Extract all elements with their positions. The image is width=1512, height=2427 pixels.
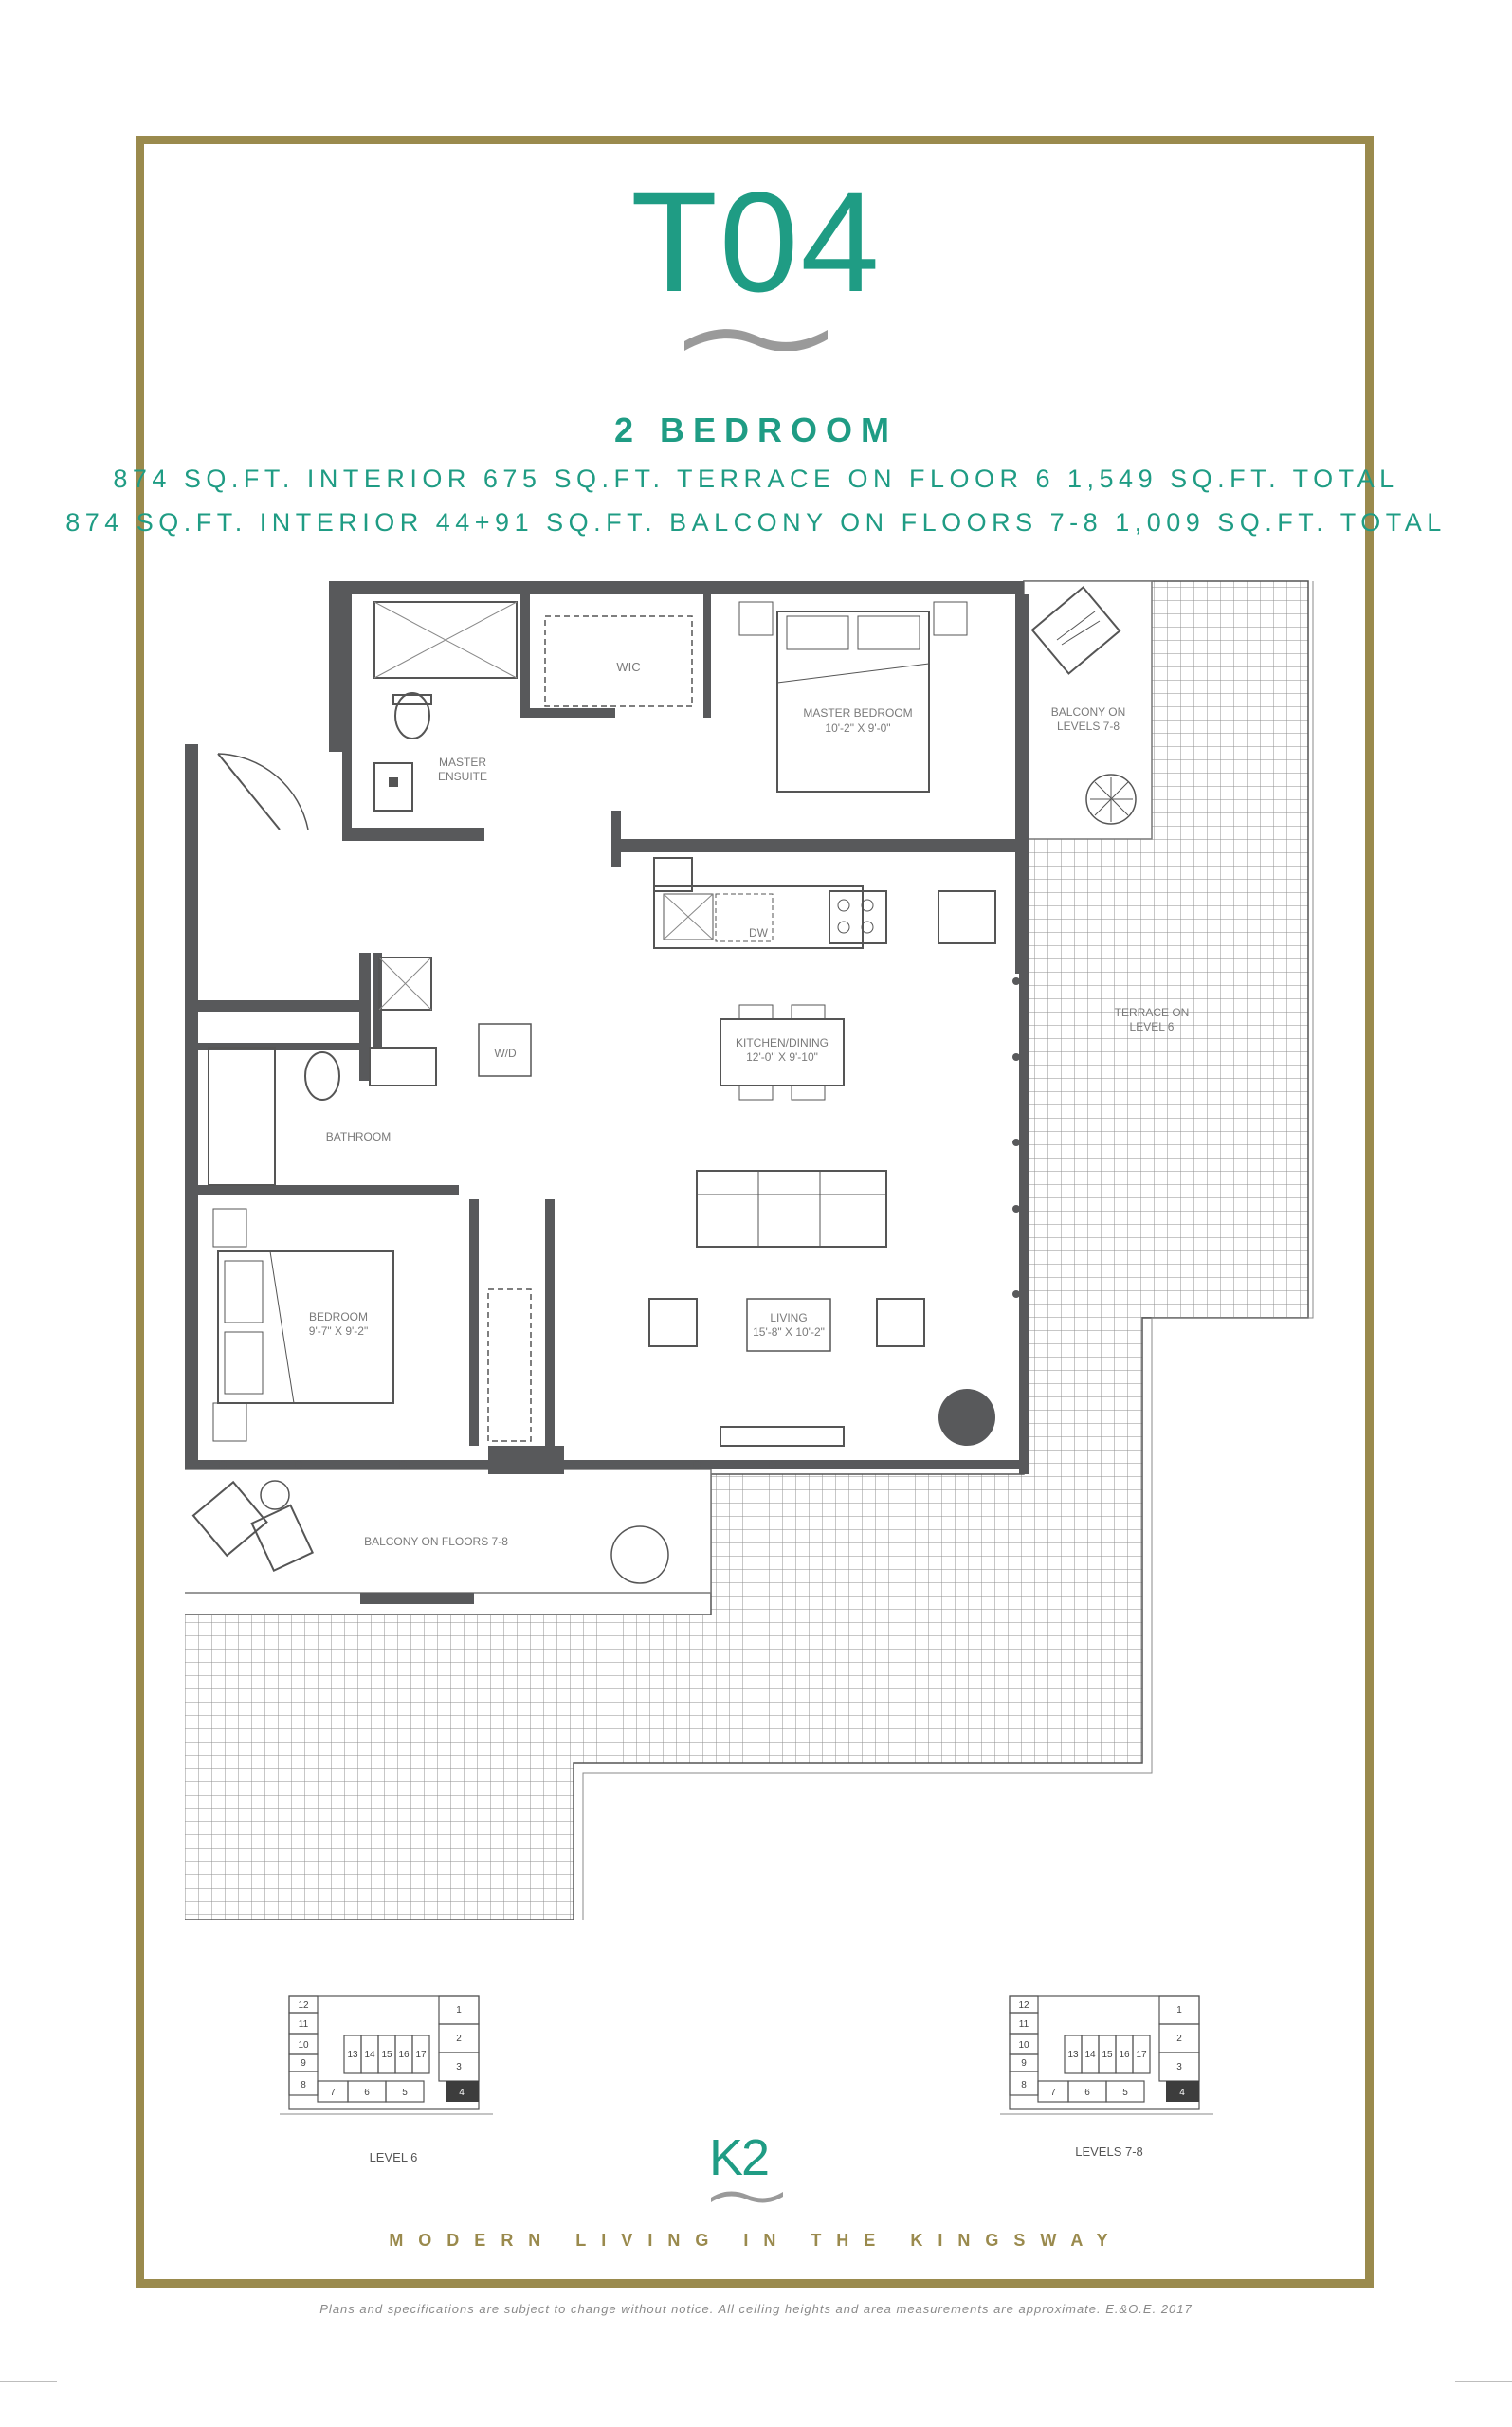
unit-type: 2 BEDROOM [613,411,899,449]
keyplan-unit-highlight: 4 [459,2088,465,2098]
keyplan-unit: 6 [1084,2088,1090,2098]
keyplan-unit: 8 [301,2080,306,2090]
label-master-ensuite-2: ENSUITE [437,770,488,783]
label-bedroom: BEDROOM [308,1310,369,1323]
wave-ornament [683,322,829,351]
keyplan-label-levels-7-8: LEVELS 7-8 [1075,2144,1143,2159]
keyplan-unit: 14 [1084,2050,1096,2060]
keyplan-unit: 5 [402,2088,408,2098]
keyplan-unit: 15 [1102,2050,1113,2060]
keyplan-unit: 12 [1018,2000,1029,2011]
label-living: LIVING [770,1311,808,1324]
keyplan-unit: 14 [364,2050,375,2060]
keyplan-unit: 8 [1021,2080,1027,2090]
k2-logo: K2 [709,2129,769,2186]
keyplan-unit: 16 [1119,2050,1130,2060]
keyplan-level-6 [280,1986,517,2138]
label-balcony-levels-2: LEVELS 7-8 [1056,720,1120,733]
keyplan-unit: 10 [298,2040,309,2051]
keyplan-unit: 11 [1018,2019,1029,2030]
label-kitchen-dining-dim: 12'-0" X 9'-10" [746,1050,818,1064]
spec-floor-6: 874 SQ.FT. INTERIOR 675 SQ.FT. TERRACE ON FLOOR 6 1,549 SQ.FT. TOTAL [113,465,1399,493]
keyplan-unit-highlight: 4 [1179,2088,1185,2098]
keyplan-unit: 12 [298,2000,309,2011]
keyplan-unit: 5 [1122,2088,1128,2098]
label-terrace-2: LEVEL 6 [1129,1020,1175,1033]
disclaimer: Plans and specifications are subject to change without notice. All ceiling heights and area measurements are approximate. E.&O.E. 2017 [319,2302,1193,2316]
label-terrace-1: TERRACE ON [1114,1006,1190,1019]
keyplan-unit: 9 [301,2058,306,2069]
label-bathroom: BATHROOM [325,1130,392,1143]
keyplan-unit: 13 [1067,2050,1079,2060]
keyplan-unit: 6 [364,2088,370,2098]
spec-floors-7-8: 874 SQ.FT. INTERIOR 44+91 SQ.FT. BALCONY ON FLOORS 7-8 1,009 SQ.FT. TOTAL [65,508,1447,537]
label-balcony-floors: BALCONY ON FLOORS 7-8 [364,1535,508,1548]
logo-wave-icon [709,2188,785,2203]
crop-mark [0,2381,57,2382]
label-dw: DW [749,926,768,940]
label-master-bedroom: MASTER BEDROOM [803,706,913,720]
label-kitchen-dining: KITCHEN/DINING [735,1036,829,1049]
keyplan-unit: 2 [1176,2034,1182,2044]
keyplan-unit: 17 [415,2050,427,2060]
keyplan-unit: 10 [1018,2040,1029,2051]
keyplan-unit: 7 [1050,2088,1056,2098]
keyplan-unit: 11 [298,2019,309,2030]
keyplan-unit: 3 [1176,2062,1182,2072]
label-bedroom-dim: 9'-7" X 9'-2" [308,1324,369,1338]
keyplan-unit: 15 [381,2050,392,2060]
keyplan-levels-7-8 [1000,1986,1237,2138]
floor-plan [185,574,1322,1920]
label-living-dim: 15'-8" X 10'-2" [753,1325,825,1339]
keyplan-unit: 2 [456,2034,462,2044]
keyplan-unit: 13 [347,2050,358,2060]
keyplan-label-level-6: LEVEL 6 [369,2150,418,2164]
label-wd: W/D [494,1047,517,1060]
keyplan-unit: 1 [1176,2005,1182,2016]
keyplan-unit: 9 [1021,2058,1027,2069]
keyplan-unit: 17 [1136,2050,1147,2060]
label-master-ensuite-1: MASTER [438,756,487,769]
keyplan-unit: 16 [398,2050,410,2060]
label-balcony-levels-1: BALCONY ON [1050,705,1126,719]
label-wic: WIC [616,660,641,674]
unit-title: T04 [630,162,882,321]
keyplan-unit: 7 [330,2088,336,2098]
keyplan-unit: 1 [456,2005,462,2016]
label-master-bedroom-dim: 10'-2" X 9'-0" [825,721,891,735]
tagline: MODERN LIVING IN THE KINGSWAY [389,2231,1123,2250]
crop-mark [1455,2381,1512,2382]
keyplan-unit: 3 [456,2062,462,2072]
